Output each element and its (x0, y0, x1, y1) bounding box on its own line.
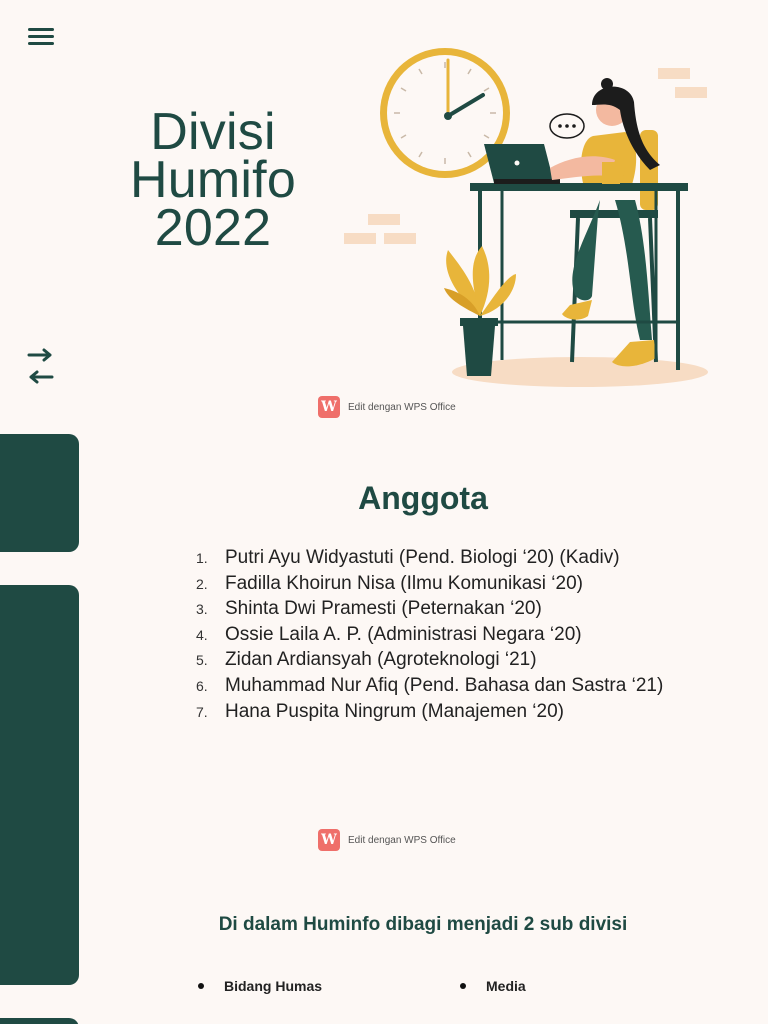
sub-divisi-name: Media (486, 978, 526, 994)
side-panel (0, 434, 79, 552)
list-number: 6. (196, 677, 208, 694)
brick (368, 214, 400, 225)
list-number: 5. (196, 652, 208, 669)
laptop-icon (484, 144, 560, 184)
wps-logo-icon: W (318, 396, 340, 418)
list-item (196, 598, 663, 624)
member-name: Putri Ayu Widyastuti (Pend. Biologi ‘20) (Kadiv) (225, 547, 620, 568)
member-name: Fadilla Khoirun Nisa (Ilmu Komunikasi ‘20) (225, 572, 583, 594)
wps-watermark-label: Edit dengan WPS Office (348, 401, 456, 413)
list-item (196, 573, 663, 599)
member-name: Shinta Dwi Pramesti (Peternakan ‘20) (225, 598, 542, 620)
list-item (460, 978, 526, 994)
brick (675, 87, 707, 98)
title-line: Divisi (150, 103, 276, 161)
brick (658, 68, 690, 79)
wps-watermark (318, 829, 456, 851)
wps-watermark (318, 396, 456, 418)
side-panel (0, 585, 79, 985)
side-panel (0, 1018, 79, 1024)
speech-bubble-icon (550, 114, 584, 138)
list-number: 1. (196, 550, 208, 566)
list-item (196, 649, 663, 675)
slide-title (0, 0, 768, 432)
sub-divisi-name: Bidang Humas (224, 978, 323, 994)
list-number: 2. (196, 575, 208, 592)
title-line: Humifo (130, 151, 296, 209)
member-name: Zidan Ardiansyah (Agroteknologi ‘21) (225, 649, 537, 671)
list-number: 4. (196, 626, 208, 643)
member-name: Muhammad Nur Afiq (Pend. Bahasa dan Sastra ‘21) (225, 674, 664, 696)
woman-at-desk-illustration (330, 40, 730, 390)
slide-title-heading (108, 103, 318, 257)
list-item (196, 547, 663, 573)
members-list (196, 547, 663, 726)
wps-logo-icon: W (318, 829, 340, 851)
list-number: 7. (196, 703, 208, 720)
title-line: 2022 (154, 199, 272, 257)
list-number: 3. (196, 601, 208, 618)
member-name: Ossie Laila A. P. (Administrasi Negara ‘20) (225, 623, 582, 645)
list-item (198, 978, 322, 994)
brick (344, 233, 376, 244)
bullet-icon (198, 983, 204, 989)
wps-watermark-label: Edit dengan WPS Office (348, 834, 456, 846)
brick (384, 233, 416, 244)
bullet-icon (460, 983, 466, 989)
sub-divisi-heading: Di dalam Huminfo dibagi menjadi 2 sub divisi (218, 914, 628, 935)
list-item (196, 675, 663, 701)
list-item (196, 701, 663, 727)
member-name: Hana Puspita Ningrum (Manajemen ‘20) (225, 700, 564, 722)
anggota-heading: Anggota (358, 480, 488, 516)
plant-icon (444, 246, 516, 376)
list-item (196, 624, 663, 650)
